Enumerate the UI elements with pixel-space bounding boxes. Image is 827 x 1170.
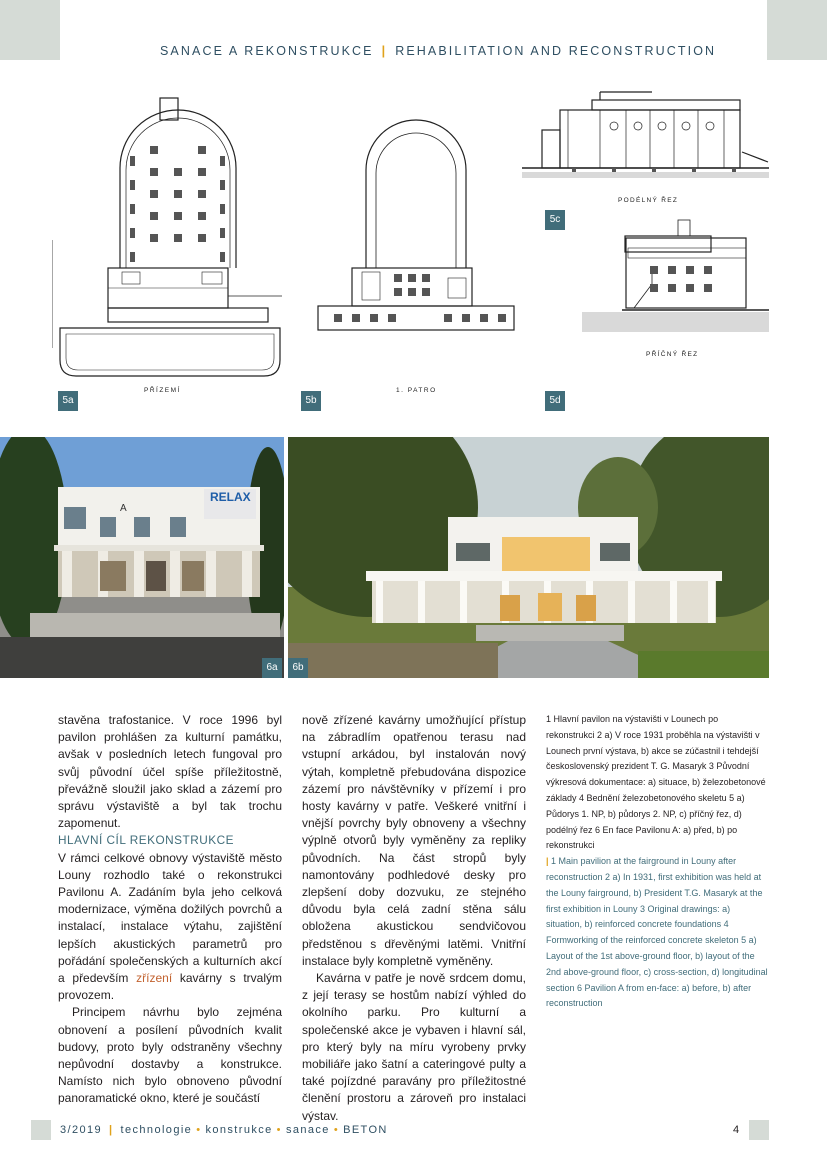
photo-6a-illustration (0, 437, 284, 678)
plan-ground-floor (52, 98, 282, 376)
section-heading: HLAVNÍ CÍL REKONSTRUKCE (58, 833, 235, 848)
cross-section (622, 220, 769, 310)
footer-square-left (31, 1120, 51, 1140)
caption-czech: 1 Hlavní pavilon na výstavišti v Lounech po rekonstrukci 2 a) V roce 1931 proběhla na výstavišti v Lounech první výstava, b) akce se zúčastnil i tehdejší československý prezident T. G. Masaryk 3 Původní výkresová dokumentace: a) situace, b) železobetonové základy 4 Bednění železobetonového skeletu 5 a) Půdorys 1. NP, b) půdorys 2. NP, c) příčný řez, d) podélný řez 6 En face Pavilonu A: a) před, b) po rekonstrukci (546, 714, 766, 851)
page-number: 4 (733, 1124, 740, 1136)
figure-tag-6a: 6a (262, 658, 282, 678)
col2-paragraph-2: Kavárna v patře je nově srdcem domu, z její terasy se hostům nabízí výhled do okolního parku. Pro kulturní a společenské akce je vybaven i hlavní sál, pro který byly na míru vyrobeny prvky mobiliáře jako šatní a cateringové pulty a také pojízdné paravány pro příležitostné členění prostoru a zároveň pro instalaci výstav. (302, 971, 526, 1123)
col1-p2-accent: zřízení (136, 971, 173, 986)
corner-block-top-left (0, 0, 60, 60)
photo-6b-illustration (288, 437, 769, 678)
footer-word-2: konstrukce (205, 1124, 273, 1136)
plan-b-title: 1. PATRO (396, 387, 437, 394)
figure-tag-5d: 5d (545, 391, 565, 411)
footer-dot: • (333, 1124, 340, 1136)
sign-relax: RELAX (210, 490, 251, 504)
figure-captions (546, 712, 768, 1012)
caption-marker: | (546, 856, 552, 867)
caption-english (546, 854, 768, 1012)
footer-word-3: sanace (285, 1124, 330, 1136)
running-header (160, 44, 760, 58)
architectural-drawings (52, 88, 769, 413)
col2-paragraph-1: nově zřízené kavárny umožňující přístup na zábradlím opatřenou terasu nad vstupní arkádou, byl instalován nový výtah, kompletně přebudována dispozice zázemí pro návštěvníky v přízemí i pro hosty kavárny v patře. Veškeré vnitřní i vnější povrchy byly obnoveny a všechny výplně otvorů byly vyměněny za repliky původních. Na část stropů byly namontovány podhledové desky pro zlepšení doby dozvuku, ze stejného důvodu byla celá zadní stěna sálu obložena akustickou sendvičovou předstěnou s dřevěnými latěmi. Vnitřní instalace byly kompletně vyměněny. (302, 713, 526, 968)
col1-paragraph-2 (58, 850, 282, 1005)
text-column-1 (58, 712, 282, 1108)
header-section-cz: SANACE A REKONSTRUKCE (160, 44, 374, 58)
figure-tag-6b: 6b (288, 658, 308, 678)
header-separator: | (381, 44, 388, 58)
footer-dot: • (276, 1124, 282, 1136)
photo-after-reconstruction (288, 437, 769, 678)
footer-square-right (749, 1120, 769, 1140)
plan-a-title: PŘÍZEMÍ (144, 387, 181, 394)
section-windows (568, 110, 724, 168)
col1-paragraph-3: Principem návrhu bylo zejména obnovení a posílení původních kvalit budovy, proto byly odstraněny všechny nepůvodní dostavby a konstrukce. Namísto nich bylo obnoveno původní panoramatické okno, které je součástí (58, 1005, 282, 1106)
footer-word-4: BETON (343, 1124, 388, 1136)
figure-tag-5b: 5b (301, 391, 321, 411)
figure-tag-5c: 5c (545, 210, 565, 230)
figure-tag-5a: 5a (58, 391, 78, 411)
header-section-en: REHABILITATION AND RECONSTRUCTION (395, 44, 717, 58)
corner-block-top-right (767, 0, 827, 60)
photo-before-reconstruction (0, 437, 284, 678)
footer-word-1: technologie (120, 1124, 193, 1136)
ground-band-d (582, 312, 769, 332)
col1-p2-start: V rámci celkové obnovy výstaviště město Louny rozhodlo také o rekonstrukci Pavilonu A. Zadáním byla jeho celková modernizace, výměna dožilých povrchů a instalací, instalace výtahu, zajištění lepších akustických parametrů pro pořádání společenských a kulturních akcí a především (58, 850, 282, 986)
ground-band-c (522, 172, 769, 178)
plan-first-floor (318, 120, 514, 330)
col1-p2-end: kavárny s trvalým provozem. (58, 971, 282, 1003)
footer-separator: | (109, 1124, 114, 1136)
section-c-title: PODÉLNÝ ŘEZ (618, 197, 679, 204)
building-letter: A (120, 503, 127, 514)
drawings-panel (52, 88, 769, 413)
footer-issue: 3/2019 (60, 1124, 103, 1136)
running-footer (60, 1124, 388, 1136)
col1-paragraph-1: stavěna trafostanice. V roce 1996 byl pavilon prohlášen za kulturní památku, avšak v posledních letech fungoval pro svůj původní účel spíše příležitostně, převážně sloužil jako sklad a zázemí pro správu výstaviště a byl tak trochu zapomenut. (58, 713, 282, 831)
caption-english-text: 1 Main pavilion at the fairground in Louny after reconstruction 2 a) In 1931, first exhibition was held at the Louny fairground, b) President T.G. Masaryk at the first exhibition in Louny 3 Original drawings: a) situation, b) reinforced concrete foundations 4 Formworking of the reinforced concrete skeleton 5 a) Layout of the 1st above-ground floor, b) layout of the 2nd above-ground floor, c) cross-section, d) longitudinal section 6 Pavilion A from en-face: a) before, b) after reconstruction (546, 856, 768, 1009)
section-d-title: PŘÍČNÝ ŘEZ (646, 351, 699, 358)
text-column-2 (302, 712, 526, 1125)
footer-dot: • (196, 1124, 202, 1136)
longitudinal-section (522, 92, 769, 168)
